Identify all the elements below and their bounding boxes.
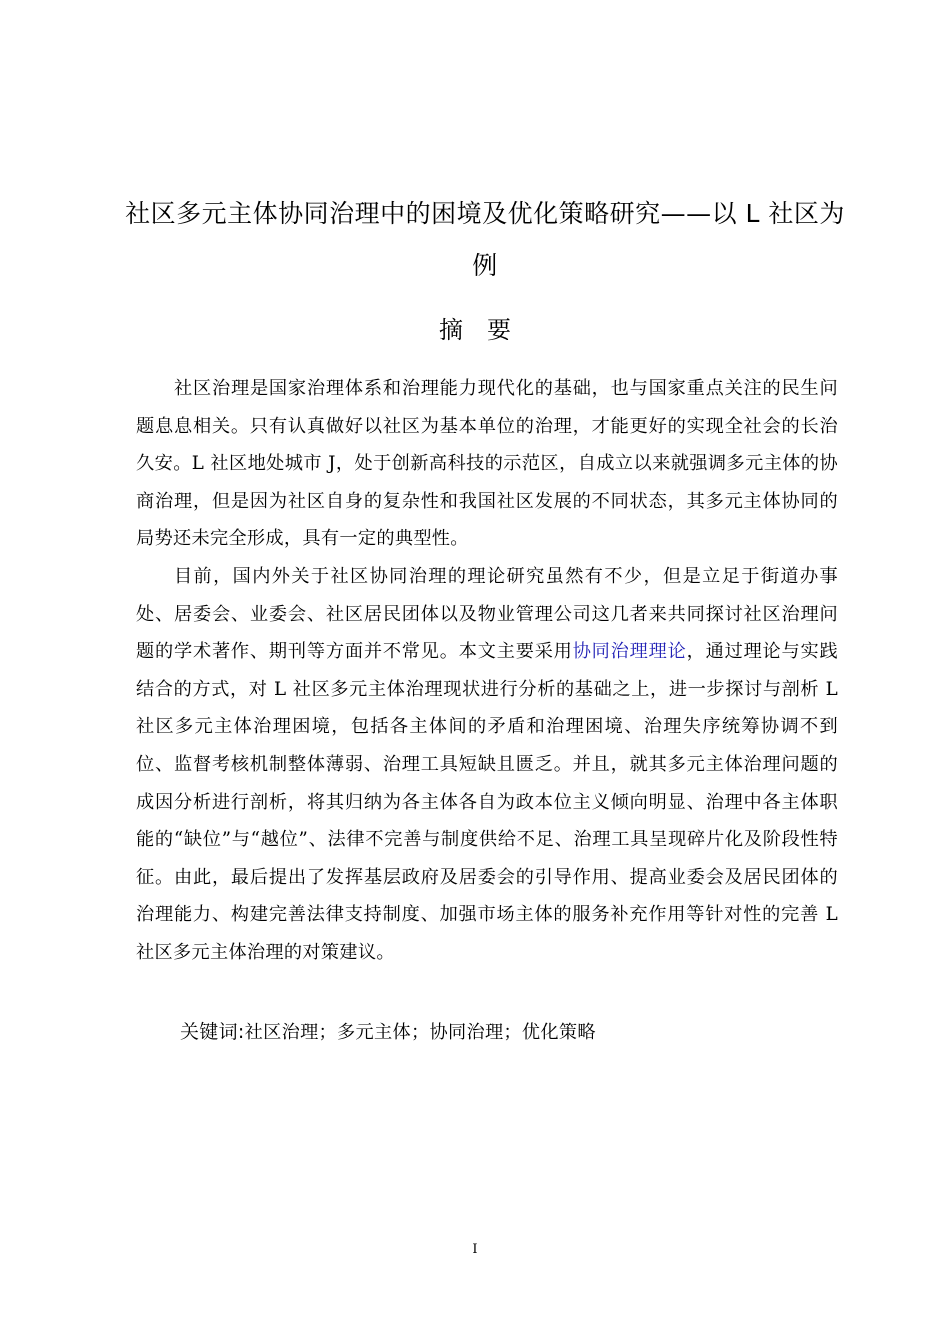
keywords-label: 关键词:	[180, 1021, 245, 1043]
abstract-heading: 摘要	[439, 316, 535, 344]
abstract-paragraph-1: 社区治理是国家治理体系和治理能力现代化的基础，也与国家重点关注的民生问题息息相关。只有认真做好以社区为基本单位的治理，才能更好的实现全社会的长治久安。L 社区地处城市 J，处于创新高科技的示范区，自成立以来就强调多元主体的协商治理，但是因为社区自身的复杂性和我国社区发展的不同状态，其多元主体协同的局势还未完全形成，具有一定的典型性。	[136, 378, 838, 550]
abstract-paragraph-2	[136, 558, 838, 972]
page-number: I	[472, 1242, 478, 1257]
keywords-line	[180, 1014, 596, 1051]
paragraph-2-text-after-link: ，通过理论与实践结合的方式，对 L 社区多元主体治理现状进行分析的基础之上，进一步探讨与剖析 L 社区多元主体治理困境，包括各主体间的矛盾和治理困境、治理失序统筹协调不到位、监督考核机制整体薄弱、治理工具短缺且匮乏。并且，就其多元主体治理问题的成因分析进行剖析，将其归纳为各主体各自为政本位主义倾向明显、治理中各主体职能的“缺位”与“越位”、法律不完善与制度供给不足、治理工具呈现碎片化及阶段性特征。由此，最后提出了发挥基层政府及居委会的引导作用、提高业委会及居民团体的治理能力、构建完善法律支持制度、加强市场主体的服务补充作用等针对性的完善 L 社区多元主体治理的对策建议。	[136, 641, 838, 963]
keywords-list: 社区治理；多元主体；协同治理；优化策略	[244, 1022, 596, 1043]
document-title: 社区多元主体协同治理中的困境及优化策略研究——以 L 社区为例	[125, 199, 845, 280]
collaborative-governance-theory-link[interactable]: 协同治理理论	[572, 641, 687, 663]
paragraph-2-text-before-link: 目前，国内外关于社区协同治理的理论研究虽然有不少，但是立足于街道办事处、居委会、业委会、社区居民团体以及物业管理公司这几者来共同探讨社区治理问题的学术著作、期刊等方面并不常见。本文主要采用	[136, 566, 838, 663]
